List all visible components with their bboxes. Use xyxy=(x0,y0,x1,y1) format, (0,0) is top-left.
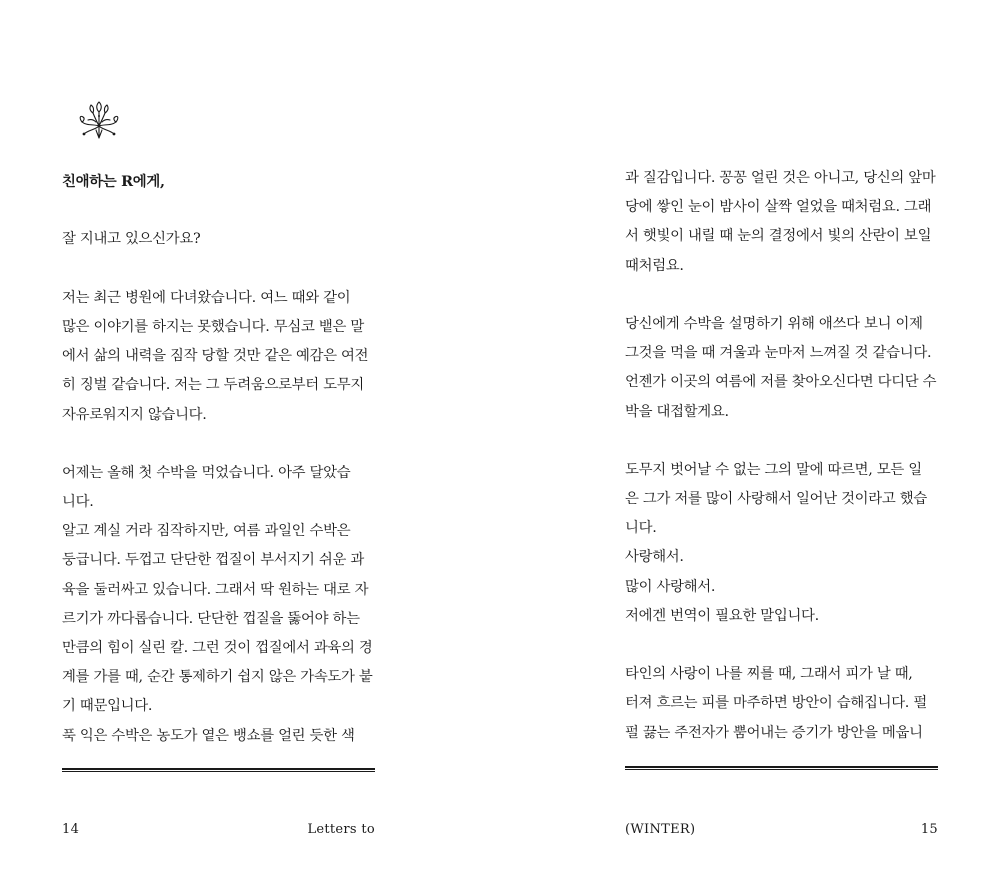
left-footer-rule xyxy=(62,768,375,773)
text-line: 언젠가 이곳의 여름에 저를 찾아오신다면 다디단 수 xyxy=(625,374,937,391)
right-body-text xyxy=(625,164,945,748)
right-running-head: (WINTER) xyxy=(625,822,696,837)
text-line: 잘 지내고 있으신가요? xyxy=(62,231,201,248)
text-line: 알고 계실 거라 짐작하지만, 여름 과일인 수박은 xyxy=(62,523,351,540)
text-line: 히 징벌 같습니다. 저는 그 두려움으로부터 도무지 xyxy=(62,377,364,394)
text-line: 계를 가를 때, 순간 통제하기 쉽지 않은 가속도가 붙 xyxy=(62,669,373,686)
text-line: 둥급니다. 두껍고 단단한 껍질이 부서지기 쉬운 과 xyxy=(62,552,364,569)
text-line: 그것을 먹을 때 겨울과 눈마저 느껴질 것 같습니다. xyxy=(625,345,932,362)
text-line: 타인의 사랑이 나를 찌를 때, 그래서 피가 날 때, xyxy=(625,666,913,683)
text-line: 터져 흐르는 피를 마주하면 방안이 습해집니다. 펄 xyxy=(625,695,927,712)
text-line: 니다. xyxy=(62,494,94,511)
text-line: 만큼의 힘이 실린 칼. 그런 것이 껍질에서 과육의 경 xyxy=(62,640,373,656)
text-line: 박을 대접할게요. xyxy=(625,403,729,420)
left-body-text xyxy=(62,167,382,751)
text-line: 펄 끓는 주전자가 뿜어내는 증기가 방안을 메웁니 xyxy=(625,724,923,741)
text-line: 과 질감입니다. 꽁꽁 얼린 것은 아니고, 당신의 앞마 xyxy=(625,170,936,186)
text-line: 사랑해서. xyxy=(625,549,684,566)
text-line: 자유로워지지 않습니다. xyxy=(62,406,207,423)
paragraph-gap xyxy=(625,631,945,660)
text-line: 르기가 까다롭습니다. 단단한 껍질을 뚫어야 하는 xyxy=(62,610,360,627)
text-line: 때처럼요. xyxy=(625,257,684,274)
left-page-number: 14 xyxy=(62,822,80,837)
text-line: 당신에게 수박을 설명하기 위해 애쓰다 보니 이제 xyxy=(625,315,923,332)
paragraph-gap xyxy=(62,196,382,225)
right-page-number: 15 xyxy=(920,822,938,837)
text-line: 도무지 벗어날 수 없는 그의 말에 따르면, 모든 일 xyxy=(625,461,922,478)
text-line: 당에 쌓인 눈이 밤사이 살짝 얼었을 때처럼요. 그래 xyxy=(625,199,932,216)
right-footer-rule xyxy=(625,766,938,771)
text-line: 저에겐 번역이 필요한 말입니다. xyxy=(625,607,819,624)
text-line: 푹 익은 수박은 농도가 옅은 뱅쇼를 얼린 듯한 색 xyxy=(62,727,355,744)
paragraph-gap xyxy=(625,427,945,456)
text-line: 많은 이야기를 하지는 못했습니다. 무심코 뱉은 말 xyxy=(62,318,364,335)
text-line: 니다. xyxy=(625,520,657,537)
floral-bouquet-icon xyxy=(74,96,124,142)
text-line: 많이 사랑해서. xyxy=(625,578,716,595)
text-line: 서 햇빛이 내릴 때 눈의 결정에서 빛의 산란이 보일 xyxy=(625,228,932,245)
right-page xyxy=(500,0,1000,895)
left-running-head: Letters to xyxy=(307,822,375,837)
text-line: 은 그가 저를 많이 사랑해서 일어난 것이라고 했습 xyxy=(625,491,927,508)
paragraph-gap xyxy=(625,281,945,310)
text-line: 저는 최근 병원에 다녀왔습니다. 여느 때와 같이 xyxy=(62,289,351,306)
text-line: 기 때문입니다. xyxy=(62,698,153,715)
text-line: 에서 삶의 내력을 짐작 당할 것만 같은 예감은 여전 xyxy=(62,348,369,365)
text-line: 친애하는 R에게, xyxy=(62,173,165,190)
paragraph-gap xyxy=(62,430,382,459)
text-line: 육을 둘러싸고 있습니다. 그래서 딱 원하는 대로 자 xyxy=(62,581,369,598)
paragraph-gap xyxy=(62,255,382,284)
text-line: 어제는 올해 첫 수박을 먹었습니다. 아주 달았습 xyxy=(62,464,351,481)
